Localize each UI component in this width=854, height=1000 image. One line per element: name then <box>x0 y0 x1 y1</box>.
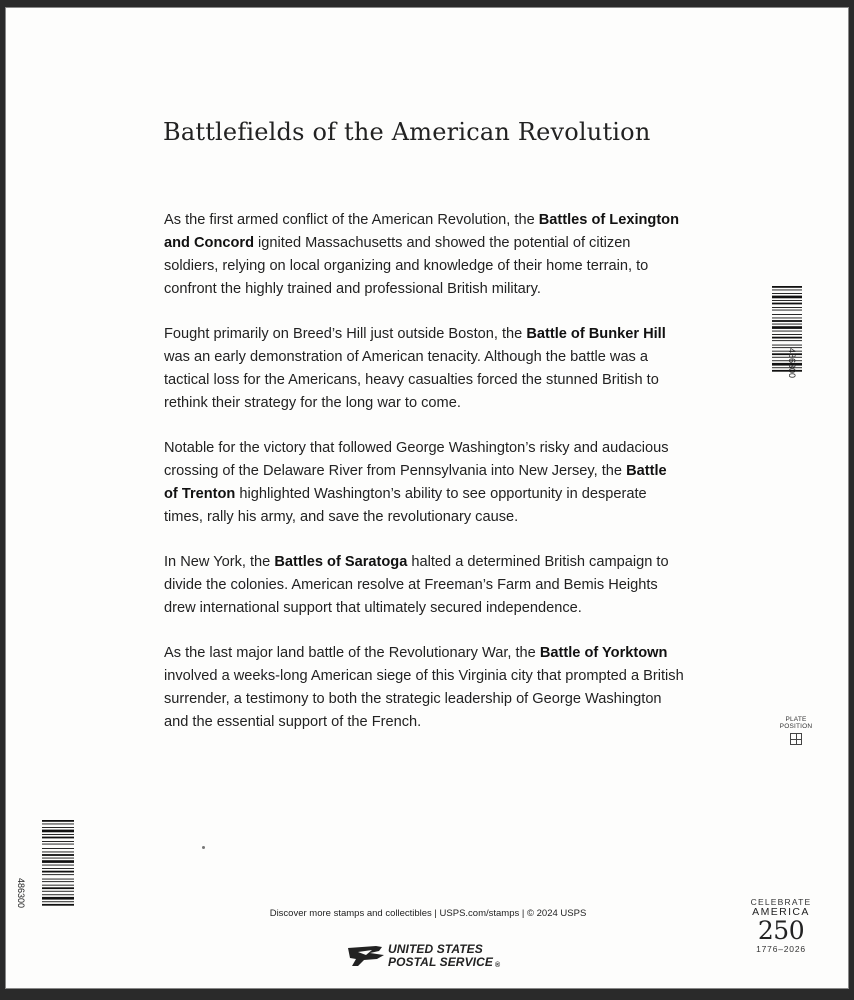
barcode-bar <box>42 837 74 839</box>
barcode-number-right: 486300 <box>787 348 797 379</box>
page-title: Battlefields of the American Revolution <box>163 118 651 146</box>
plate-position <box>776 716 816 745</box>
barcode-bar <box>42 865 74 866</box>
barcode-bar <box>772 310 802 311</box>
paragraph-trenton <box>164 437 684 529</box>
battle-name: Battle of Bunker Hill <box>526 326 666 342</box>
number-250: 250 <box>757 916 805 945</box>
barcode-bar <box>772 290 802 291</box>
barcode-bar <box>42 844 74 845</box>
barcode-bar <box>42 885 74 886</box>
barcode-bar <box>772 320 802 322</box>
plate-label-line1: PLATE <box>785 716 807 723</box>
barcode-bar <box>772 293 802 294</box>
celebrate-label: CELEBRATE <box>750 897 812 907</box>
barcode-bar <box>42 891 74 892</box>
battle-name: Battle of Yorktown <box>539 645 668 661</box>
barcode-bar <box>42 879 74 880</box>
battle-name: Battle of Trenton <box>164 463 667 502</box>
barcode-bar <box>42 852 74 853</box>
barcode-number-left: 486300 <box>16 878 26 909</box>
barcode-bar <box>42 854 74 856</box>
barcode-bar <box>42 897 74 900</box>
barcode-bar <box>42 881 74 882</box>
barcode-bar <box>772 286 802 288</box>
paragraph-yorktown <box>164 642 684 734</box>
barcode-bar <box>42 848 74 849</box>
plate-label-line2: POSITION <box>779 723 813 730</box>
paragraph-text: As the last major land battle of the Revolutionary War, the <box>164 645 540 661</box>
barcode-bar <box>772 324 802 325</box>
usps-line1: UNITED STATES <box>388 942 483 956</box>
barcode-bar <box>772 296 802 299</box>
paragraph-text: In New York, the <box>164 554 275 570</box>
barcode-bar <box>42 824 74 825</box>
footer-text: Discover more stamps and collectibles | USPS.com/stamps | © 2024 USPS <box>269 908 587 919</box>
barcode-bar <box>772 300 802 301</box>
barcode-bar <box>772 314 802 315</box>
barcode-bar <box>42 901 74 902</box>
usps-eagle-logo-icon <box>346 944 386 968</box>
barcode-bar <box>42 834 74 835</box>
barcode-bar <box>772 331 802 332</box>
barcode-bar <box>772 345 802 346</box>
paragraph-text: halted a determined British campaign to divide the colonies. American resolve at Freeman’s Farm and Bemis Heights drew international support that ultimately secured independence. <box>164 554 669 616</box>
paragraph-text: Fought primarily on Breed’s Hill just outside Boston, the <box>164 326 527 342</box>
barcode-bar <box>42 820 74 822</box>
plate-position-grid-icon <box>790 733 802 745</box>
paragraph-text: ignited Massachusetts and showed the potential of citizen soldiers, relying on local organizing and knowledge of their home terrain, to confront the highly trained and professional British military. <box>164 235 649 297</box>
paragraph-text: Notable for the victory that followed George Washington’s risky and audacious crossing of the Delaware River from Pennsylvania into New Jersey, the <box>164 440 669 479</box>
celebrate-america-250-logo <box>741 898 821 954</box>
barcode-bar <box>42 860 74 863</box>
barcode-bar <box>42 904 74 906</box>
barcode-bar <box>42 858 74 859</box>
usps-logo <box>346 942 516 972</box>
years-label: 1776–2026 <box>756 944 806 954</box>
barcode-bar <box>772 334 802 335</box>
battle-name: Battles of Saratoga <box>274 554 408 570</box>
barcode-bar <box>772 318 802 319</box>
usps-line2: POSTAL SERVICE <box>388 954 493 969</box>
battle-name: Battles of Lexington and Concord <box>164 212 680 251</box>
barcode-bar <box>42 841 74 842</box>
paragraph-bunker-hill <box>164 323 684 415</box>
paragraph-text: highlighted Washington’s ability to see opportunity in desperate times, rally his army, and save the revolutionary cause. <box>164 486 647 525</box>
barcode-bar <box>42 887 74 889</box>
paragraph-text: was an early demonstration of American tenacity. Although the battle was a tactical loss for the Americans, heavy casualties forced the stunned British to rethink their strategy for the long war to come. <box>164 349 659 411</box>
registered-mark: ® <box>494 961 501 969</box>
barcode-bar <box>772 340 802 341</box>
barcode-bar <box>42 871 74 873</box>
paragraph-lexington-concord <box>164 209 684 301</box>
barcode-bar <box>772 337 802 339</box>
america-label: AMERICA <box>752 906 810 918</box>
paragraph-text: involved a weeks-long American siege of this Virginia city that prompted a British surrender, a testimony to both the strategic leadership of George Washington and the essential support of the French. <box>164 668 684 730</box>
body-text <box>164 209 684 756</box>
barcode-bar <box>42 827 74 828</box>
barcode-bar <box>42 874 74 875</box>
barcode-bar <box>772 307 802 308</box>
barcode-bar <box>42 894 74 895</box>
barcode-bar <box>772 326 802 329</box>
dust-speck <box>202 846 205 849</box>
paragraph-text: As the first armed conflict of the American Revolution, the <box>164 212 539 228</box>
barcode-bar <box>42 868 74 869</box>
barcode-bar <box>42 830 74 833</box>
paragraph-saratoga <box>164 551 684 620</box>
barcode-bar <box>772 303 802 305</box>
stamp-sheet-back <box>6 8 848 988</box>
barcode-left <box>42 820 74 906</box>
